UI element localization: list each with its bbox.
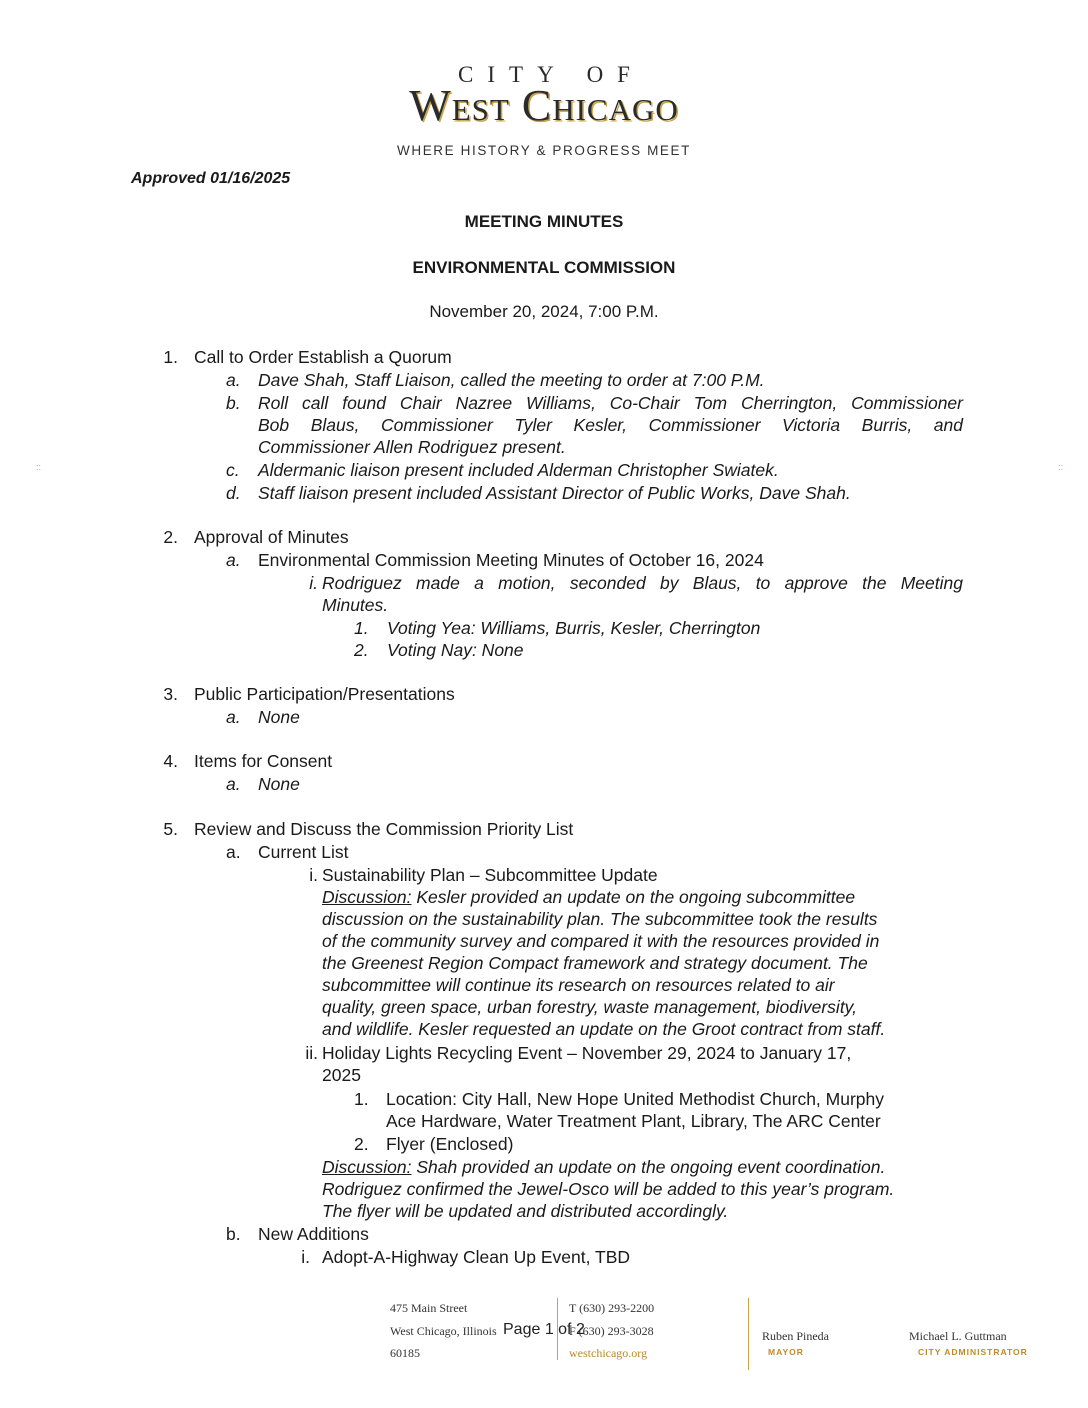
- discussion-text: Rodriguez confirmed the Jewel-Osco will be added to this year’s program.: [322, 1179, 895, 1199]
- page-number: Page 1 of 2: [503, 1321, 585, 1338]
- footer-website[interactable]: westchicago.org: [569, 1346, 648, 1360]
- item-label: 2.: [354, 1134, 369, 1154]
- item-label: i.: [301, 1247, 310, 1267]
- item-text: Aldermanic liaison present included Alderman Christopher Swiatek.: [258, 460, 779, 480]
- item-label: a.: [226, 842, 241, 862]
- footer-admin-role: CITY ADMINISTRATOR: [918, 1347, 1028, 1357]
- item-text: Environmental Commission Meeting Minutes of October 16, 2024: [258, 550, 764, 570]
- section-number: 4.: [163, 751, 178, 771]
- item-label: 2.: [354, 640, 369, 660]
- discussion-paragraph: [322, 1156, 885, 1178]
- item-label: i.: [309, 865, 318, 885]
- discussion-text: quality, green space, urban forestry, waste management, biodiversity,: [322, 997, 857, 1017]
- footer-fax: F (630) 293-3028: [569, 1324, 654, 1338]
- item-label: i.: [309, 573, 318, 593]
- discussion-label: Discussion:: [322, 1157, 412, 1177]
- item-text: None: [258, 774, 300, 794]
- item-text: Bob Blaus, Commissioner Tyler Kesler, Commissioner Victoria Burris, and: [258, 415, 963, 435]
- item-text: New Additions: [258, 1224, 369, 1244]
- meeting-date: November 20, 2024, 7:00 P.M.: [429, 302, 659, 321]
- item-label: d.: [226, 483, 241, 503]
- item-text: Ace Hardware, Water Treatment Plant, Library, The ARC Center: [386, 1111, 881, 1131]
- item-label: a.: [226, 370, 241, 390]
- item-text: Dave Shah, Staff Liaison, called the meeting to order at 7:00 P.M.: [258, 370, 765, 390]
- item-text: None: [258, 707, 300, 727]
- section-title: Items for Consent: [194, 751, 333, 771]
- logo-west-chicago: West Chicago: [409, 81, 679, 130]
- item-label: a.: [226, 550, 241, 570]
- item-text: Voting Nay: None: [387, 640, 524, 660]
- footer-phone: T (630) 293-2200: [569, 1301, 655, 1315]
- footer-admin-name: Michael L. Guttman: [909, 1329, 1007, 1343]
- document-title: MEETING MINUTES: [464, 212, 624, 231]
- discussion-text: the Greenest Region Compact framework and strategy document. The: [322, 953, 868, 973]
- item-label: b.: [226, 1224, 241, 1244]
- discussion-label: Discussion:: [322, 887, 412, 907]
- item-label: 1.: [354, 618, 369, 638]
- item-text: Staff liaison present included Assistant Director of Public Works, Dave Shah.: [258, 483, 851, 503]
- item-text: Roll call found Chair Nazree Williams, Co-Chair Tom Cherrington, Commissioner: [258, 393, 963, 413]
- margin-mark-left: ::: [36, 462, 42, 472]
- section-number: 3.: [163, 684, 178, 704]
- footer-address-zip: 60185: [390, 1346, 420, 1360]
- discussion-text: subcommittee will continue its research on resources related to air: [322, 975, 835, 995]
- item-text: Flyer (Enclosed): [386, 1134, 514, 1154]
- item-text: Minutes.: [322, 595, 389, 615]
- section-title: Approval of Minutes: [194, 527, 349, 547]
- item-label: a.: [226, 707, 241, 727]
- section-title: Public Participation/Presentations: [194, 684, 455, 704]
- item-text: Voting Yea: Williams, Burris, Kesler, Cherrington: [387, 618, 761, 638]
- item-text: Adopt-A-Highway Clean Up Event, TBD: [322, 1247, 631, 1267]
- item-label: b.: [226, 393, 241, 413]
- item-text: Location: City Hall, New Hope United Methodist Church, Murphy: [386, 1089, 884, 1109]
- logo-tagline: WHERE HISTORY & PROGRESS MEET: [397, 143, 691, 158]
- footer-mayor-role: MAYOR: [768, 1347, 804, 1357]
- section-number: 5.: [163, 819, 178, 839]
- item-text: Rodriguez made a motion, seconded by Blaus, to approve the Meeting: [322, 573, 963, 593]
- item-text: 2025: [322, 1065, 361, 1085]
- discussion-text: Kesler provided an update on the ongoing subcommittee: [411, 887, 856, 907]
- footer-address-street: 475 Main Street: [390, 1301, 468, 1315]
- section-number: 2.: [163, 527, 178, 547]
- commission-name: ENVIRONMENTAL COMMISSION: [412, 258, 676, 277]
- margin-mark-right: ::: [1058, 462, 1064, 472]
- section-title: Review and Discuss the Commission Priority List: [194, 819, 574, 839]
- discussion-paragraph: [322, 886, 855, 908]
- logo-city-of: CITY OF: [458, 62, 644, 87]
- section-title: Call to Order Establish a Quorum: [194, 347, 452, 367]
- item-text: Sustainability Plan – Subcommittee Update: [322, 865, 658, 885]
- item-label: ii.: [305, 1043, 318, 1063]
- discussion-text: The flyer will be updated and distributed accordingly.: [322, 1201, 729, 1221]
- section-number: 1.: [163, 347, 178, 367]
- item-text: Commissioner Allen Rodriguez present.: [258, 437, 566, 457]
- item-label: c.: [226, 460, 240, 480]
- discussion-text: discussion on the sustainability plan. The subcommittee took the results: [322, 909, 878, 929]
- discussion-text: Shah provided an update on the ongoing event coordination.: [411, 1157, 886, 1177]
- item-label: a.: [226, 774, 241, 794]
- footer-address-city: West Chicago, Illinois: [390, 1324, 497, 1338]
- footer-divider: [748, 1298, 749, 1370]
- item-text: Holiday Lights Recycling Event – November 29, 2024 to January 17,: [322, 1043, 852, 1063]
- discussion-text: and wildlife. Kesler requested an update on the Groot contract from staff.: [322, 1019, 886, 1039]
- discussion-text: of the community survey and compared it with the resources provided in: [322, 931, 880, 951]
- footer-mayor-name: Ruben Pineda: [762, 1329, 829, 1343]
- item-text: Current List: [258, 842, 349, 862]
- item-label: 1.: [354, 1089, 369, 1109]
- approved-stamp: Approved 01/16/2025: [131, 170, 291, 187]
